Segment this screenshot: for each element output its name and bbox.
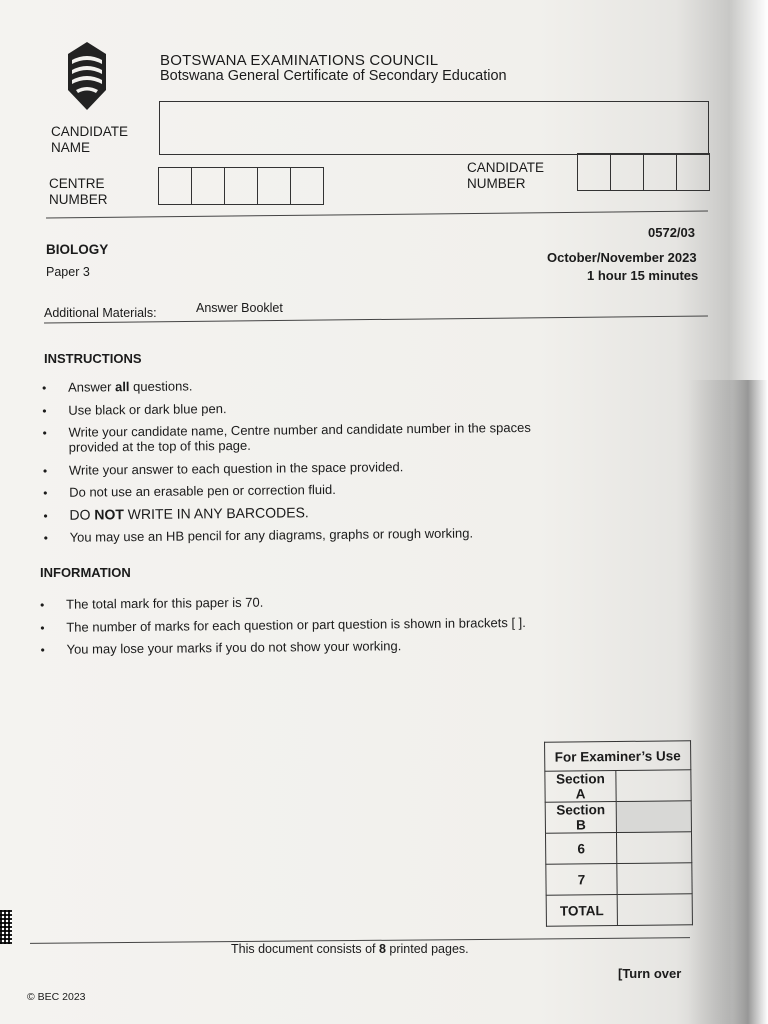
instruction-text: Answer	[67, 379, 116, 395]
candidate-number-cell[interactable]	[676, 153, 710, 191]
paper-code: 0572/03	[648, 225, 695, 240]
information-list	[40, 591, 581, 664]
table-row	[546, 894, 692, 927]
table-row	[546, 863, 692, 896]
candidate-number-label-line2: NUMBER	[467, 176, 526, 191]
table-row-label: TOTAL	[546, 895, 617, 927]
candidate-number-label	[467, 160, 544, 192]
centre-number-label-line2: NUMBER	[49, 192, 108, 207]
candidate-number-cell[interactable]	[643, 153, 676, 191]
council-name: BOTSWANA EXAMINATIONS COUNCIL	[160, 52, 439, 69]
materials-value: Answer Booklet	[196, 301, 283, 315]
information-item: • You may lose your marks if you do not show your working.	[40, 636, 580, 657]
instruction-text: • Write your candidate name, Centre number and candidate number in the spaces	[68, 419, 531, 440]
mark-cell[interactable]	[616, 770, 691, 802]
exam-session: October/November 2023	[547, 250, 697, 265]
turn-over: [Turn over	[618, 966, 682, 981]
mark-cell[interactable]	[616, 832, 691, 864]
table-row	[545, 801, 691, 834]
candidate-name-label	[51, 124, 128, 156]
subject: BIOLOGY	[46, 242, 109, 257]
instruction-text: WRITE IN ANY BARCODES.	[123, 503, 309, 522]
instruction-item: • Write your answer to each question in the space provided.	[43, 457, 583, 478]
centre-number-boxes[interactable]	[158, 167, 324, 205]
copyright: © BEC 2023	[27, 991, 86, 1003]
instruction-item: • Use black or dark blue pen.	[42, 397, 582, 418]
page-curl-shadow	[688, 380, 768, 1024]
candidate-name-box[interactable]	[159, 101, 709, 155]
mark-cell[interactable]	[616, 801, 691, 833]
mark-cell[interactable]	[617, 863, 692, 895]
instruction-item: • You may use an HB pencil for any diagrams, graphs or rough working.	[44, 524, 584, 545]
centre-number-cell[interactable]	[257, 167, 290, 205]
information-heading: INFORMATION	[40, 565, 131, 580]
examiner-use-table	[544, 740, 693, 927]
centre-number-cell[interactable]	[224, 167, 257, 205]
instruction-emphasis: NOT	[94, 505, 124, 522]
instruction-text: DO	[69, 505, 95, 523]
centre-number-label-line1: CENTRE	[49, 176, 105, 191]
materials-label: Additional Materials:	[44, 306, 157, 320]
page-count-text: This document consists of	[231, 942, 379, 956]
instruction-emphasis: all	[114, 379, 130, 395]
mark-cell[interactable]	[617, 894, 692, 926]
information-item: • The number of marks for each question or part question is shown in brackets [ ].	[40, 614, 580, 635]
bec-logo-icon	[62, 40, 112, 112]
information-item: • The total mark for this paper is 70.	[40, 591, 580, 612]
instruction-item: • Do not use an erasable pen or correction fluid.	[43, 479, 583, 500]
instructions-heading: INSTRUCTIONS	[44, 351, 142, 366]
barcode-icon	[0, 910, 12, 944]
candidate-number-cell[interactable]	[577, 153, 610, 191]
page-count	[231, 942, 469, 956]
page-count-text: printed pages.	[385, 942, 469, 956]
instruction-text: questions.	[129, 378, 193, 395]
paper-number: Paper 3	[46, 265, 90, 279]
certificate-name: Botswana General Certificate of Secondary Education	[160, 68, 507, 84]
candidate-name-label-line2: NAME	[51, 140, 91, 155]
examiner-use-title: For Examiner’s Use	[545, 741, 691, 772]
instruction-item	[42, 419, 582, 455]
table-row	[545, 770, 691, 803]
table-row	[545, 832, 691, 865]
centre-number-cell[interactable]	[290, 167, 324, 205]
centre-number-label	[49, 176, 108, 208]
centre-number-cell[interactable]	[158, 167, 191, 205]
table-row-label: 7	[546, 864, 617, 896]
instruction-item	[43, 502, 583, 523]
candidate-number-cell[interactable]	[610, 153, 643, 191]
candidate-number-boxes[interactable]	[577, 153, 710, 191]
page-count-number: 8	[378, 942, 386, 956]
table-row-label: 6	[545, 833, 616, 865]
table-row-label: Section A	[545, 771, 616, 803]
exam-duration: 1 hour 15 minutes	[587, 268, 699, 283]
table-row-label: Section B	[545, 802, 616, 834]
divider	[46, 211, 708, 219]
instruction-text: provided at the top of this page.	[68, 437, 251, 455]
instruction-item	[42, 374, 582, 395]
centre-number-cell[interactable]	[191, 167, 224, 205]
instructions-list	[42, 374, 584, 552]
candidate-name-label-line1: CANDIDATE	[51, 124, 129, 139]
candidate-number-label-line1: CANDIDATE	[467, 160, 545, 175]
